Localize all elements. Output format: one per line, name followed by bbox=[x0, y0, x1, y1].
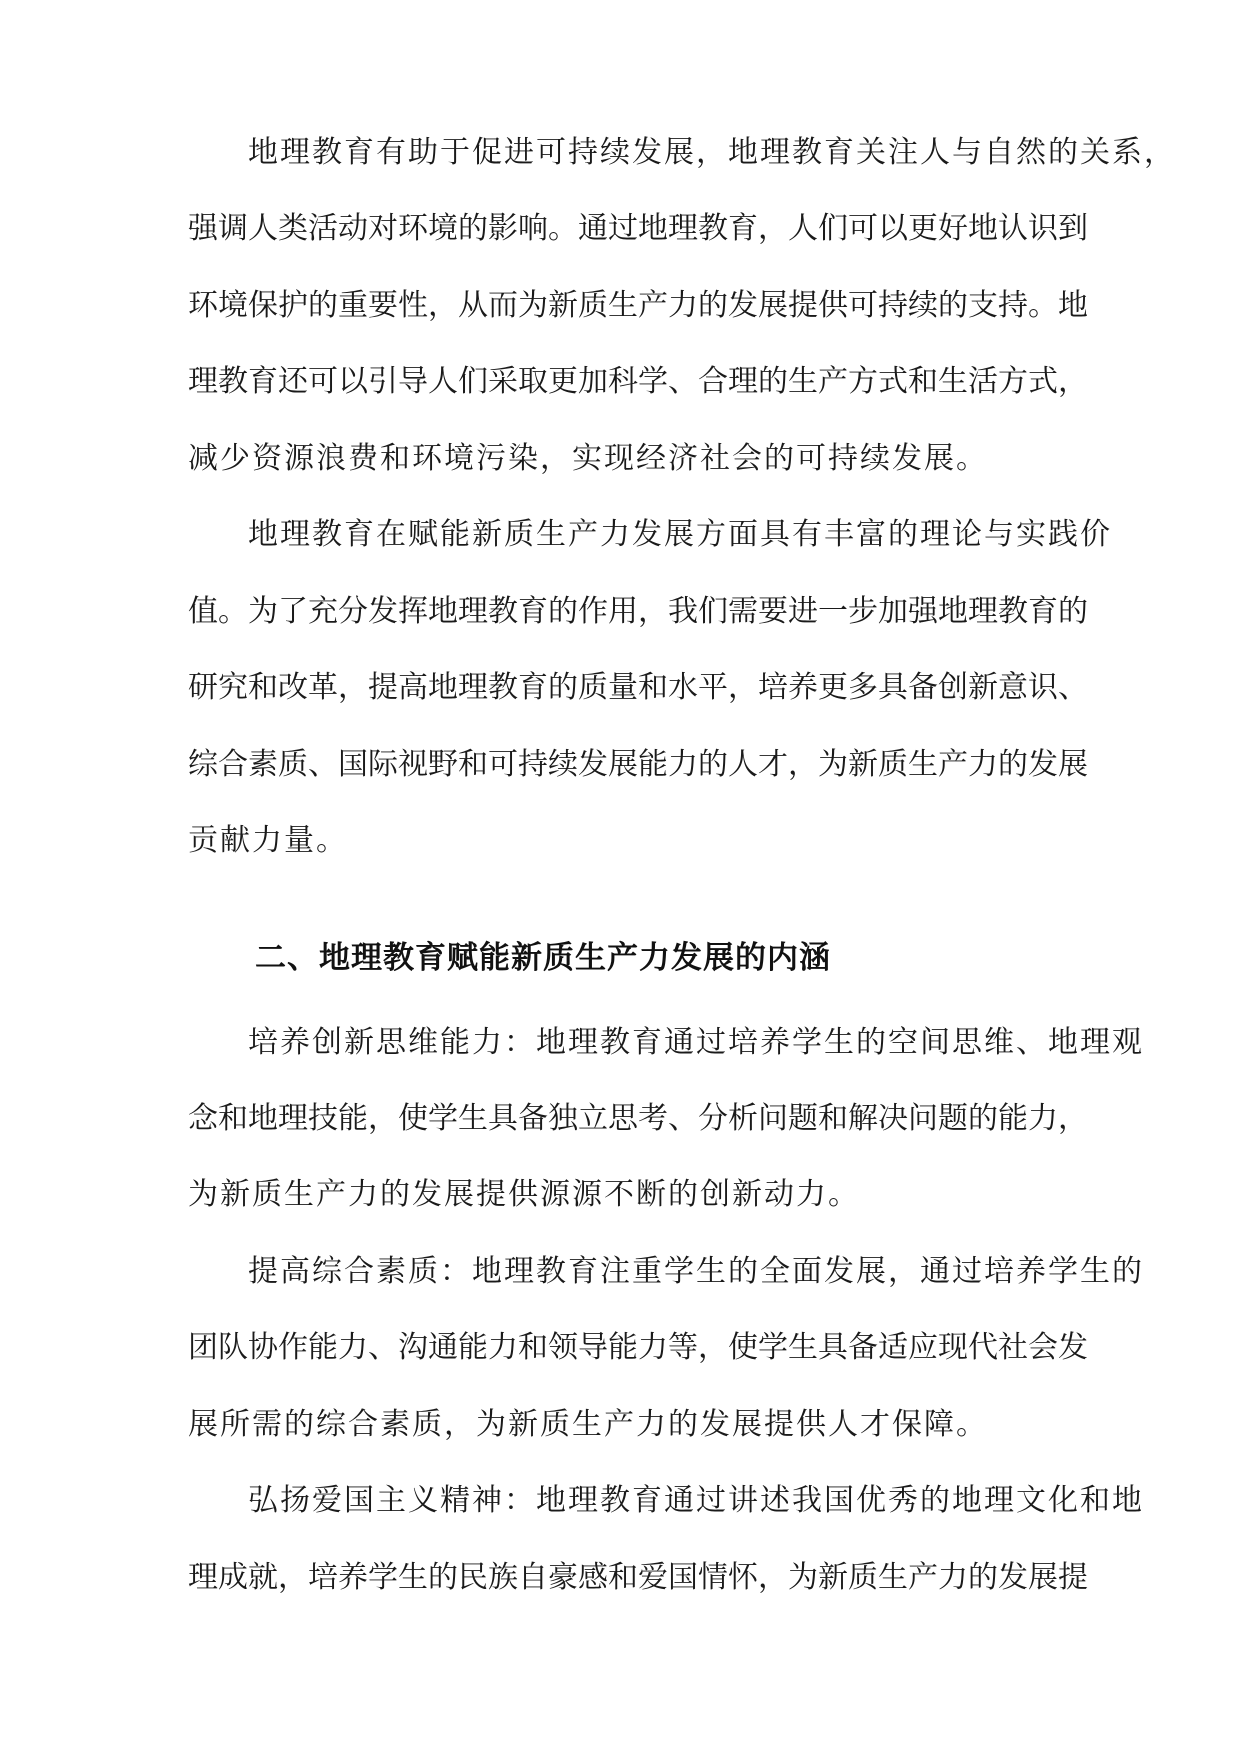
section-3-line-1: 弘扬爱国主义精神：地理教育通过讲述我国优秀的地理文化和地 bbox=[248, 1483, 1144, 1518]
section-2-line-3: 展所需的综合素质，为新质生产力的发展提供人才保障。 bbox=[188, 1407, 988, 1442]
paragraph-1-line-1: 地理教育有助于促进可持续发展，地理教育关注人与自然的关系， bbox=[248, 135, 1176, 170]
paragraph-1-line-2: 强调人类活动对环境的影响。通过地理教育，人们可以更好地认识到 bbox=[188, 211, 1088, 246]
section-heading: 二、地理教育赋能新质生产力发展的内涵 bbox=[255, 940, 831, 976]
paragraph-2-line-4: 综合素质、国际视野和可持续发展能力的人才，为新质生产力的发展 bbox=[188, 747, 1088, 782]
paragraph-2-line-5: 贡献力量。 bbox=[188, 823, 348, 858]
paragraph-1-line-5: 减少资源浪费和环境污染，实现经济社会的可持续发展。 bbox=[188, 441, 988, 476]
section-2-line-1: 提高综合素质：地理教育注重学生的全面发展，通过培养学生的 bbox=[248, 1254, 1144, 1289]
paragraph-2-line-2: 值。为了充分发挥地理教育的作用，我们需要进一步加强地理教育的 bbox=[188, 594, 1088, 629]
section-1-line-2: 念和地理技能，使学生具备独立思考、分析问题和解决问题的能力， bbox=[188, 1101, 1088, 1136]
paragraph-2-line-3: 研究和改革，提高地理教育的质量和水平，培养更多具备创新意识、 bbox=[188, 670, 1088, 705]
paragraph-1-line-4: 理教育还可以引导人们采取更加科学、合理的生产方式和生活方式， bbox=[188, 364, 1088, 399]
section-1-line-1: 培养创新思维能力：地理教育通过培养学生的空间思维、地理观 bbox=[248, 1025, 1144, 1060]
section-2-line-2: 团队协作能力、沟通能力和领导能力等，使学生具备适应现代社会发 bbox=[188, 1330, 1088, 1365]
section-1-line-3: 为新质生产力的发展提供源源不断的创新动力。 bbox=[188, 1177, 860, 1212]
section-3-line-2: 理成就，培养学生的民族自豪感和爱国情怀，为新质生产力的发展提 bbox=[188, 1560, 1088, 1595]
paragraph-2-line-1: 地理教育在赋能新质生产力发展方面具有丰富的理论与实践价 bbox=[248, 517, 1112, 552]
paragraph-1-line-3: 环境保护的重要性，从而为新质生产力的发展提供可持续的支持。地 bbox=[188, 288, 1088, 323]
